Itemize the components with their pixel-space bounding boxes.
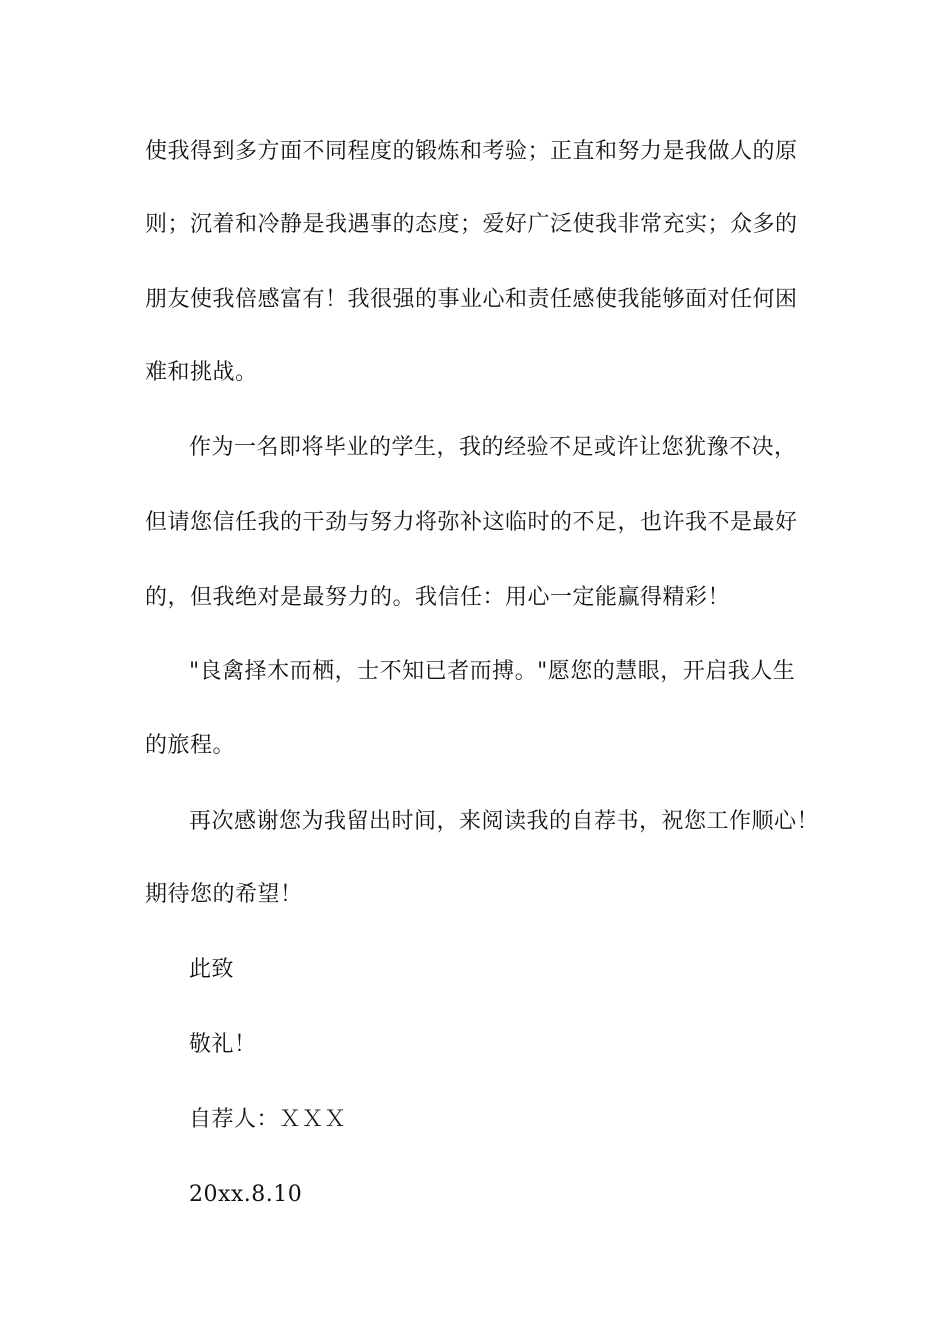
paragraph-2-line-3: 的，但我绝对是最努力的。我信任：用心一定能赢得精彩！ <box>145 585 731 610</box>
paragraph-4-line-1: 再次感谢您为我留出时间，来阅读我的自荐书，祝您工作顺心！ <box>189 809 820 834</box>
signature-signer: 自荐人：ＸＸＸ <box>189 1107 347 1132</box>
paragraph-1-line-3: 朋友使我倍感富有！我很强的事业心和责任感使我能够面对任何困 <box>145 287 798 312</box>
signature-date: 20xx.8.10 <box>189 1182 303 1207</box>
paragraph-1-line-4: 难和挑战。 <box>145 360 258 385</box>
paragraph-3-line-2: 的旅程。 <box>145 733 236 758</box>
closing-line-2: 敬礼！ <box>189 1032 257 1057</box>
paragraph-4-line-2: 期待您的希望！ <box>145 882 303 907</box>
closing-line-1: 此致 <box>189 957 235 982</box>
paragraph-1-line-2: 则；沉着和冷静是我遇事的态度；爱好广泛使我非常充实；众多的 <box>145 212 798 237</box>
paragraph-3-line-1: "良禽择木而栖，士不知已者而搏。"愿您的慧眼，开启我人生 <box>189 659 796 684</box>
paragraph-2-line-1: 作为一名即将毕业的学生，我的经验不足或许让您犹豫不决， <box>189 435 797 460</box>
paragraph-2-line-2: 但请您信任我的干劲与努力将弥补这临时的不足，也许我不是最好 <box>145 510 798 535</box>
paragraph-1-line-1: 使我得到多方面不同程度的锻炼和考验；正直和努力是我做人的原 <box>145 139 798 164</box>
